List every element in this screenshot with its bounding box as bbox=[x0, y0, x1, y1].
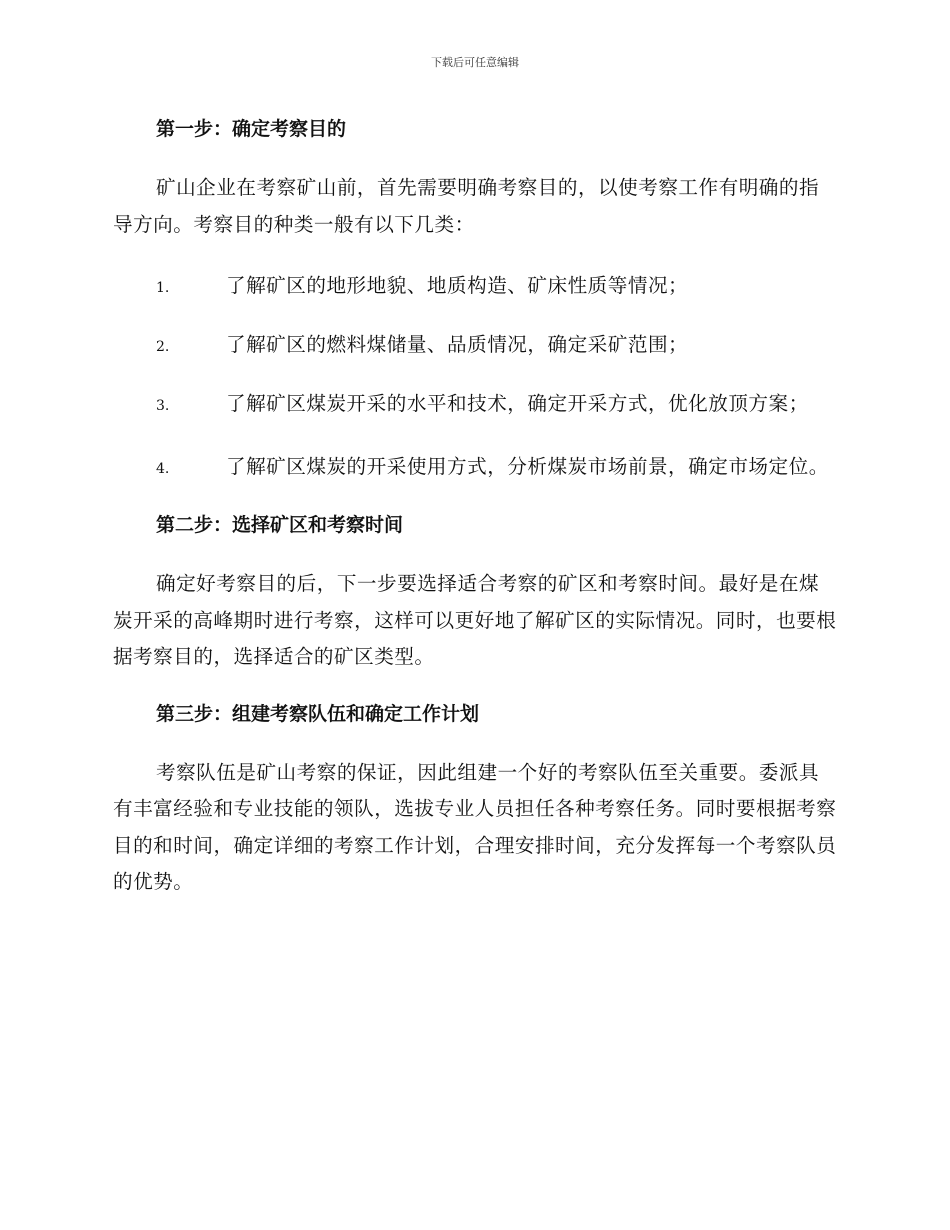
document-body bbox=[113, 112, 837, 922]
list-item-number: 2. bbox=[156, 339, 170, 355]
section-heading-1: 第一步：确定考察目的 bbox=[156, 118, 347, 140]
section-heading-2: 第二步：选择矿区和考察时间 bbox=[156, 514, 404, 536]
list-item-number: 3. bbox=[156, 398, 170, 414]
section-paragraph-3: 考察队伍是矿山考察的保证，因此组建一个好的考察队伍至关重要。委派具有丰富经验和专业技能的领队，选拔专业人员担任各种考察任务。同时要根据考察目的和时间，确定详细的考察工作计划，合理安排时间，充分发挥每一个考察队员的优势。 bbox=[113, 760, 837, 893]
list-item-number: 4. bbox=[156, 461, 170, 477]
list-item-number: 1. bbox=[156, 280, 170, 296]
list-item bbox=[113, 264, 837, 310]
section-heading-3: 第三步：组建考察队伍和确定工作计划 bbox=[156, 702, 480, 725]
list-item bbox=[113, 445, 837, 491]
section-paragraph-2: 确定好考察目的后，下一步要选择适合考察的矿区和考察时间。最好是在煤炭开采的高峰期时进行考察，这样可以更好地了解矿区的实际情况。同时，也要根据考察目的，选择适合的矿区类型。 bbox=[113, 572, 837, 668]
list-item-text: 了解矿区的燃料煤储量、品质情况，确定采矿范围； bbox=[226, 333, 689, 356]
list-item-text: 了解矿区煤炭的开采使用方式，分析煤炭市场前景，确定市场定位。 bbox=[226, 455, 829, 478]
list-item bbox=[113, 382, 837, 428]
list-item-text: 了解矿区的地形地貌、地质构造、矿床性质等情况； bbox=[226, 274, 689, 297]
list-item bbox=[113, 323, 837, 369]
section-paragraph-1: 矿山企业在考察矿山前，首先需要明确考察目的，以使考察工作有明确的指导方向。考察目的种类一般有以下几类： bbox=[113, 176, 820, 236]
list-item-text: 了解矿区煤炭开采的水平和技术，确定开采方式，优化放顶方案； bbox=[226, 392, 809, 415]
page-header: 下载后可任意编辑 bbox=[431, 56, 519, 69]
